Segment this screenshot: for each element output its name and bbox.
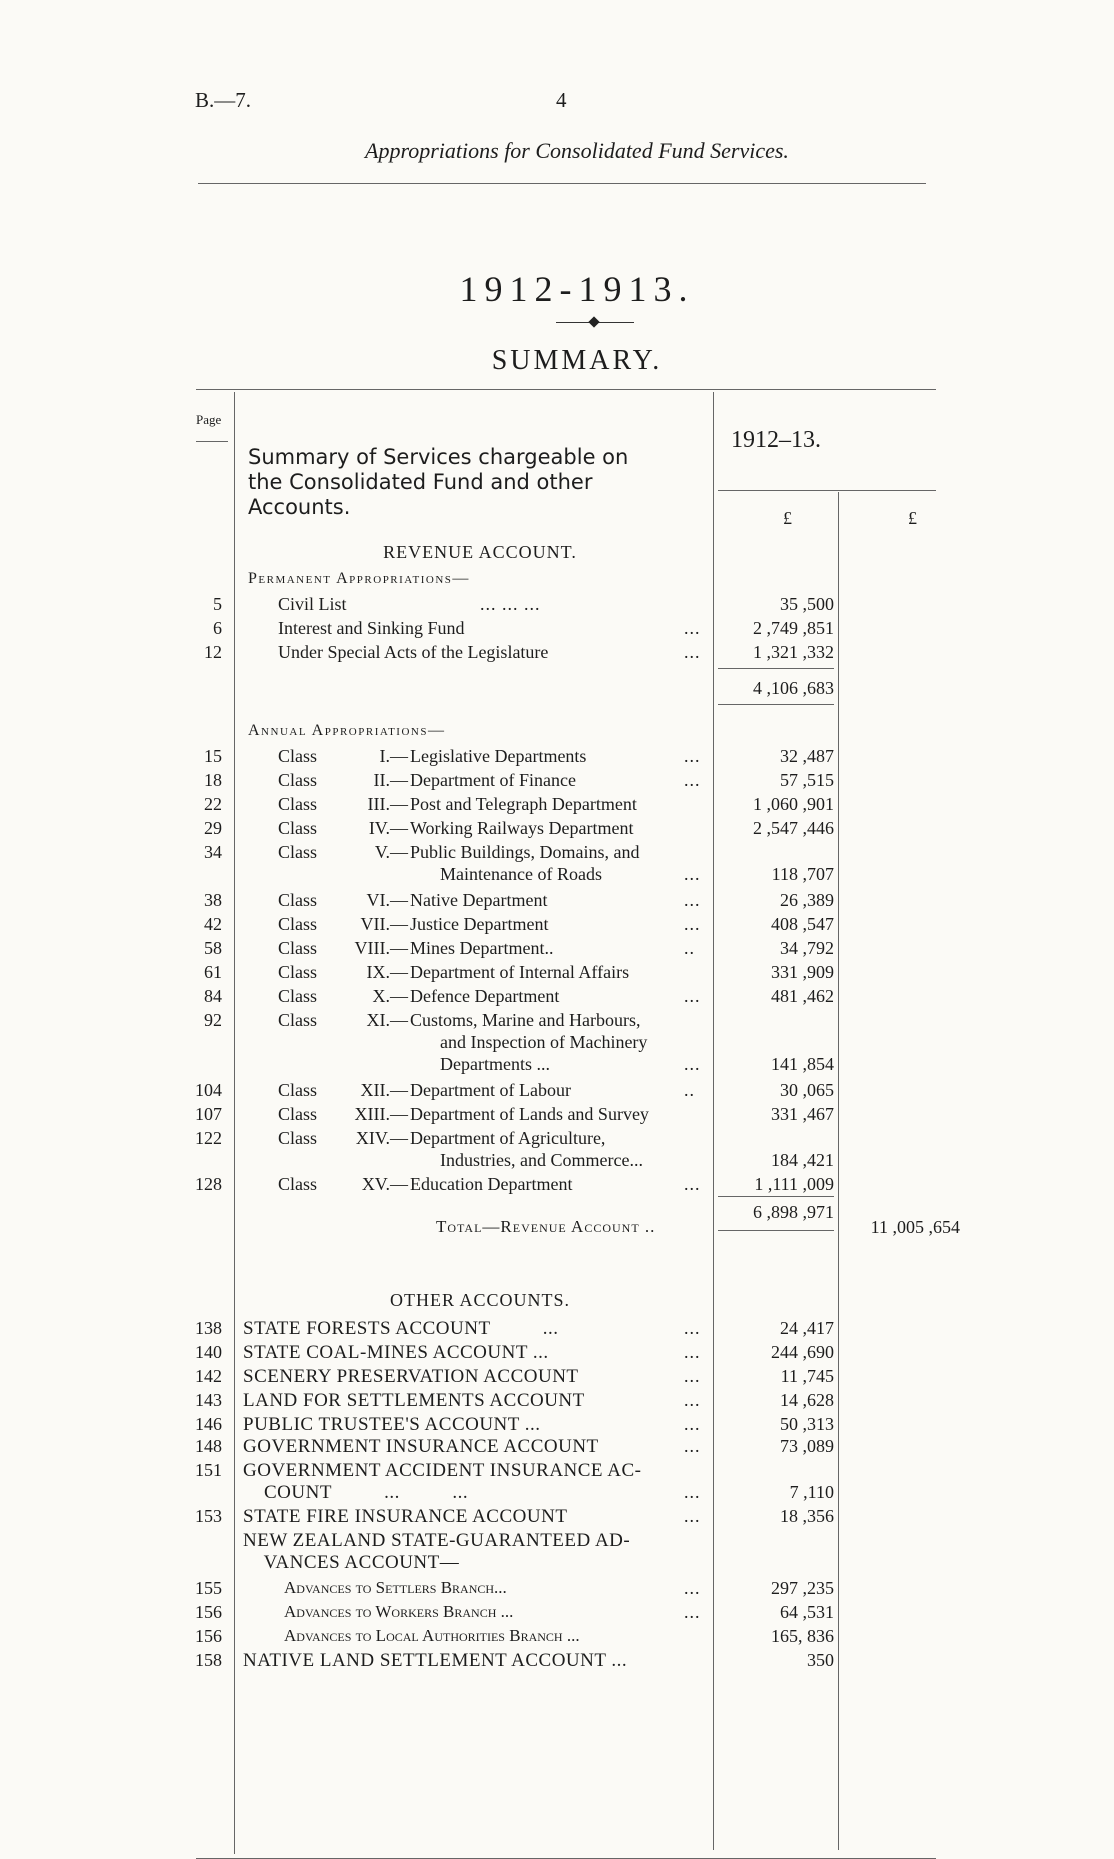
ornament-diamond-icon [588, 316, 599, 327]
class-label: Class [278, 1104, 318, 1124]
leader-dots: ... [684, 986, 701, 1006]
amount: 350 [807, 1650, 834, 1670]
row-label: Department of Lands and Survey [410, 1104, 649, 1124]
permanent-subtotal: 4 ,106 ,683 [753, 678, 834, 698]
revenue-total-amount: 11 ,005 ,654 [870, 1217, 960, 1237]
row-label: and Inspection of Machinery [440, 1032, 648, 1052]
page-ref: 142 [195, 1366, 222, 1386]
table-row [0, 618, 1114, 641]
amount: 331 ,467 [771, 1104, 834, 1124]
class-numeral: III.— [367, 794, 408, 814]
row-label: Department of Agriculture, [410, 1128, 606, 1148]
table-row [0, 938, 1114, 961]
page-ref: 151 [195, 1460, 222, 1480]
revenue-total-label: Total—Revenue Account .. [436, 1217, 656, 1236]
class-numeral: X.— [372, 986, 408, 1006]
class-label: Class [278, 962, 318, 982]
page-ref: 92 [204, 1010, 222, 1030]
page-ref: 156 [195, 1626, 222, 1646]
leader-dots: ... [684, 914, 701, 934]
header-rule [198, 183, 926, 184]
class-label: Class [278, 1174, 318, 1194]
page-ref: 61 [204, 962, 222, 982]
amount: 481 ,462 [771, 986, 834, 1006]
page-subtitle: Appropriations for Consolidated Fund Services. [365, 138, 789, 163]
page-ref: 148 [195, 1436, 222, 1456]
table-row [0, 1390, 1114, 1413]
table-row [0, 962, 1114, 985]
amount: 244 ,690 [771, 1342, 834, 1362]
document-reference: B.—7. [195, 88, 252, 112]
row-label: Department of Labour [410, 1080, 571, 1100]
class-numeral: VII.— [360, 914, 408, 934]
page-ref: 5 [213, 594, 222, 614]
page-ref: 18 [204, 770, 222, 790]
leader-dots: ... [684, 746, 701, 766]
table-row [0, 1530, 1114, 1553]
class-numeral: XIII.— [354, 1104, 408, 1124]
leader-dots: ... ... ... [480, 594, 541, 614]
subtotal-rule [718, 668, 834, 669]
amount: 24 ,417 [780, 1318, 834, 1338]
leader-dots: .. [684, 938, 695, 958]
account-label: STATE FIRE INSURANCE ACCOUNT [243, 1506, 568, 1527]
page-ref: 143 [195, 1390, 222, 1410]
leader-dots: ... [684, 642, 701, 662]
amount: 2 ,749 ,851 [753, 618, 834, 638]
amount: 2 ,547 ,446 [753, 818, 834, 838]
amount: 14 ,628 [780, 1390, 834, 1410]
revenue-heading: REVENUE ACCOUNT. [383, 542, 577, 562]
amount: 165, 836 [771, 1626, 834, 1646]
account-label: Advances to Workers Branch ... [284, 1602, 514, 1621]
table-row [0, 986, 1114, 1009]
leader-dots: ... [684, 1054, 701, 1074]
amount: 7 ,110 [789, 1482, 834, 1502]
annual-heading: Annual Appropriations— [248, 722, 446, 739]
page-ref: 107 [195, 1104, 222, 1124]
table-top-rule [196, 389, 936, 390]
table-row [0, 1650, 1114, 1673]
account-label: Advances to Settlers Branch... [284, 1578, 507, 1597]
class-numeral: XIV.— [355, 1128, 408, 1148]
row-label: Customs, Marine and Harbours, [410, 1010, 641, 1030]
leader-dots: ... [684, 1342, 701, 1362]
year-header-underline [718, 490, 936, 491]
annual-subtotal: 6 ,898 ,971 [753, 1202, 834, 1222]
amount: 50 ,313 [780, 1414, 834, 1434]
page-column-header: Page [196, 412, 222, 427]
row-label: Legislative Departments [410, 746, 587, 766]
account-label: NATIVE LAND SETTLEMENT ACCOUNT ... [243, 1650, 628, 1671]
amount: 73 ,089 [780, 1436, 834, 1456]
page-ref: 34 [204, 842, 222, 862]
amount: 64 ,531 [780, 1602, 834, 1622]
permanent-heading: Permanent Appropriations— [248, 570, 470, 587]
account-label: Advances to Local Authorities Branch ... [284, 1626, 580, 1645]
class-label: Class [278, 770, 318, 790]
subtotal-rule [718, 1230, 834, 1231]
leader-dots: ... [684, 1318, 701, 1338]
account-label: COUNT ... ... [243, 1482, 469, 1503]
account-label: STATE FORESTS ACCOUNT ... [243, 1318, 559, 1339]
page-ref: 38 [204, 890, 222, 910]
amount: 26 ,389 [780, 890, 834, 910]
row-label: Public Buildings, Domains, and [410, 842, 640, 862]
table-row [0, 864, 1114, 887]
leader-dots: ... [684, 1482, 701, 1502]
row-label: Maintenance of Roads [440, 864, 602, 884]
leader-dots: ... [684, 1578, 701, 1598]
class-numeral: I.— [379, 746, 408, 766]
currency-header: £ [783, 508, 792, 528]
page-ref: 156 [195, 1602, 222, 1622]
page-ref: 158 [195, 1650, 222, 1670]
account-label: STATE COAL-MINES ACCOUNT ... [243, 1342, 549, 1363]
page-number: 4 [556, 88, 567, 112]
table-row [0, 1414, 1114, 1437]
amount: 184 ,421 [771, 1150, 834, 1170]
leader-dots: ... [684, 864, 701, 884]
class-label: Class [278, 1080, 318, 1100]
leader-dots: ... [684, 1174, 701, 1194]
table-row [0, 642, 1114, 665]
amount: 297 ,235 [771, 1578, 834, 1598]
table-row [0, 1174, 1114, 1197]
row-label: Departments ... [440, 1054, 550, 1074]
table-row [0, 1602, 1114, 1625]
class-numeral: IV.— [368, 818, 408, 838]
table-title-line: Accounts. [248, 495, 351, 519]
table-row [0, 890, 1114, 913]
amount: 34 ,792 [780, 938, 834, 958]
currency-header: £ [908, 508, 917, 528]
class-numeral: V.— [374, 842, 408, 862]
table-row [0, 794, 1114, 817]
row-label: Mines Department.. [410, 938, 554, 958]
table-row [0, 1552, 1114, 1575]
row-label: Department of Finance [410, 770, 576, 790]
amount: 118 ,707 [771, 864, 834, 884]
account-label: PUBLIC TRUSTEE'S ACCOUNT ... [243, 1414, 541, 1435]
table-row [0, 746, 1114, 769]
table-row [0, 1080, 1114, 1103]
class-label: Class [278, 1010, 318, 1030]
account-label: SCENERY PRESERVATION ACCOUNT [243, 1366, 579, 1387]
class-label: Class [278, 890, 318, 910]
table-row [0, 1482, 1114, 1505]
class-numeral: II.— [373, 770, 408, 790]
table-row [0, 1318, 1114, 1341]
year-title: 1912-1913. [459, 269, 695, 309]
amount: 331 ,909 [771, 962, 834, 982]
row-label: Justice Department [410, 914, 549, 934]
row-label: Education Department [410, 1174, 573, 1194]
class-label: Class [278, 842, 318, 862]
table-row [0, 1506, 1114, 1529]
leader-dots: ... [684, 1390, 701, 1410]
page-ref: 29 [204, 818, 222, 838]
table-row [0, 594, 1114, 617]
row-label: Native Department [410, 890, 548, 910]
table-row [0, 770, 1114, 793]
class-label: Class [278, 818, 318, 838]
leader-dots: ... [684, 618, 701, 638]
class-label: Class [278, 746, 318, 766]
page-ref: 42 [204, 914, 222, 934]
summary-title: SUMMARY. [491, 345, 663, 376]
account-label: VANCES ACCOUNT— [243, 1552, 460, 1573]
amount: 32 ,487 [780, 746, 834, 766]
leader-dots: ... [684, 890, 701, 910]
leader-dots: .. [684, 1080, 695, 1100]
leader-dots: ... [684, 1436, 701, 1456]
leader-dots: ... [684, 1506, 701, 1526]
page-ref: 138 [195, 1318, 222, 1338]
row-label: Defence Department [410, 986, 560, 1006]
amount: 1 ,111 ,009 [754, 1174, 834, 1194]
row-label: Interest and Sinking Fund [278, 618, 465, 638]
row-label: Working Railways Department [410, 818, 634, 838]
leader-dots: ... [684, 770, 701, 790]
page-ref: 140 [195, 1342, 222, 1362]
table-row [0, 1366, 1114, 1389]
class-numeral: XII.— [360, 1080, 408, 1100]
amount: 1 ,321 ,332 [753, 642, 834, 662]
year-column-header: 1912–13. [731, 427, 821, 453]
amount: 11 ,745 [780, 1366, 834, 1386]
row-label: Under Special Acts of the Legislature [278, 642, 549, 662]
table-row [0, 1104, 1114, 1127]
table-row [0, 1626, 1114, 1649]
table-row [0, 1010, 1114, 1033]
row-label: Civil List [278, 594, 347, 614]
table-row [0, 1436, 1114, 1459]
page-ref: 104 [195, 1080, 222, 1100]
page-ref: 122 [195, 1128, 222, 1148]
amount: 141 ,854 [771, 1054, 834, 1074]
account-label: GOVERNMENT ACCIDENT INSURANCE AC- [243, 1460, 642, 1481]
account-label: LAND FOR SETTLEMENTS ACCOUNT [243, 1390, 585, 1411]
other-accounts-heading: OTHER ACCOUNTS. [389, 1290, 570, 1310]
table-row [0, 1150, 1114, 1173]
table-row [0, 914, 1114, 937]
account-label: GOVERNMENT INSURANCE ACCOUNT [243, 1436, 599, 1457]
account-label: NEW ZEALAND STATE-GUARANTEED AD- [243, 1530, 631, 1551]
row-label: Industries, and Commerce... [440, 1150, 643, 1170]
table-row [0, 1342, 1114, 1365]
amount: 408 ,547 [771, 914, 834, 934]
class-numeral: XI.— [366, 1010, 408, 1030]
row-label: Department of Internal Affairs [410, 962, 630, 982]
leader-dots: ... [684, 1414, 701, 1434]
page-ref: 15 [204, 746, 222, 766]
amount: 57 ,515 [780, 770, 834, 790]
amount: 35 ,500 [780, 594, 834, 614]
table-title [248, 445, 708, 520]
table-row [0, 1578, 1114, 1601]
subtotal-rule [718, 704, 834, 705]
table-row [0, 1460, 1114, 1483]
table-row [0, 1054, 1114, 1077]
page-ref: 153 [195, 1506, 222, 1526]
class-numeral: VIII.— [354, 938, 408, 958]
table-title-line: the Consolidated Fund and other [248, 470, 593, 494]
amount: 18 ,356 [780, 1506, 834, 1526]
amount: 1 ,060 ,901 [753, 794, 834, 814]
page-ref: 6 [213, 618, 222, 638]
page-ref: 155 [195, 1578, 222, 1598]
class-numeral: IX.— [366, 962, 408, 982]
class-numeral: VI.— [366, 890, 408, 910]
subtotal-rule [718, 1196, 834, 1197]
page-ref: 128 [195, 1174, 222, 1194]
page-ref: 12 [204, 642, 222, 662]
page-header-underline [196, 441, 228, 442]
leader-dots: ... [684, 1366, 701, 1386]
table-row [0, 818, 1114, 841]
class-label: Class [278, 794, 318, 814]
amount: 30 ,065 [780, 1080, 834, 1100]
table-row [0, 1128, 1114, 1151]
class-numeral: XV.— [361, 1174, 408, 1194]
page-ref: 58 [204, 938, 222, 958]
page-ref: 22 [204, 794, 222, 814]
leader-dots: ... [684, 1602, 701, 1622]
table-row [0, 1032, 1114, 1055]
table-row [0, 842, 1114, 865]
class-label: Class [278, 1128, 318, 1148]
class-label: Class [278, 986, 318, 1006]
table-title-line: Summary of Services chargeable on [248, 445, 629, 469]
class-label: Class [278, 914, 318, 934]
page-ref: 84 [204, 986, 222, 1006]
row-label: Post and Telegraph Department [410, 794, 637, 814]
class-label: Class [278, 938, 318, 958]
page-ref: 146 [195, 1414, 222, 1434]
